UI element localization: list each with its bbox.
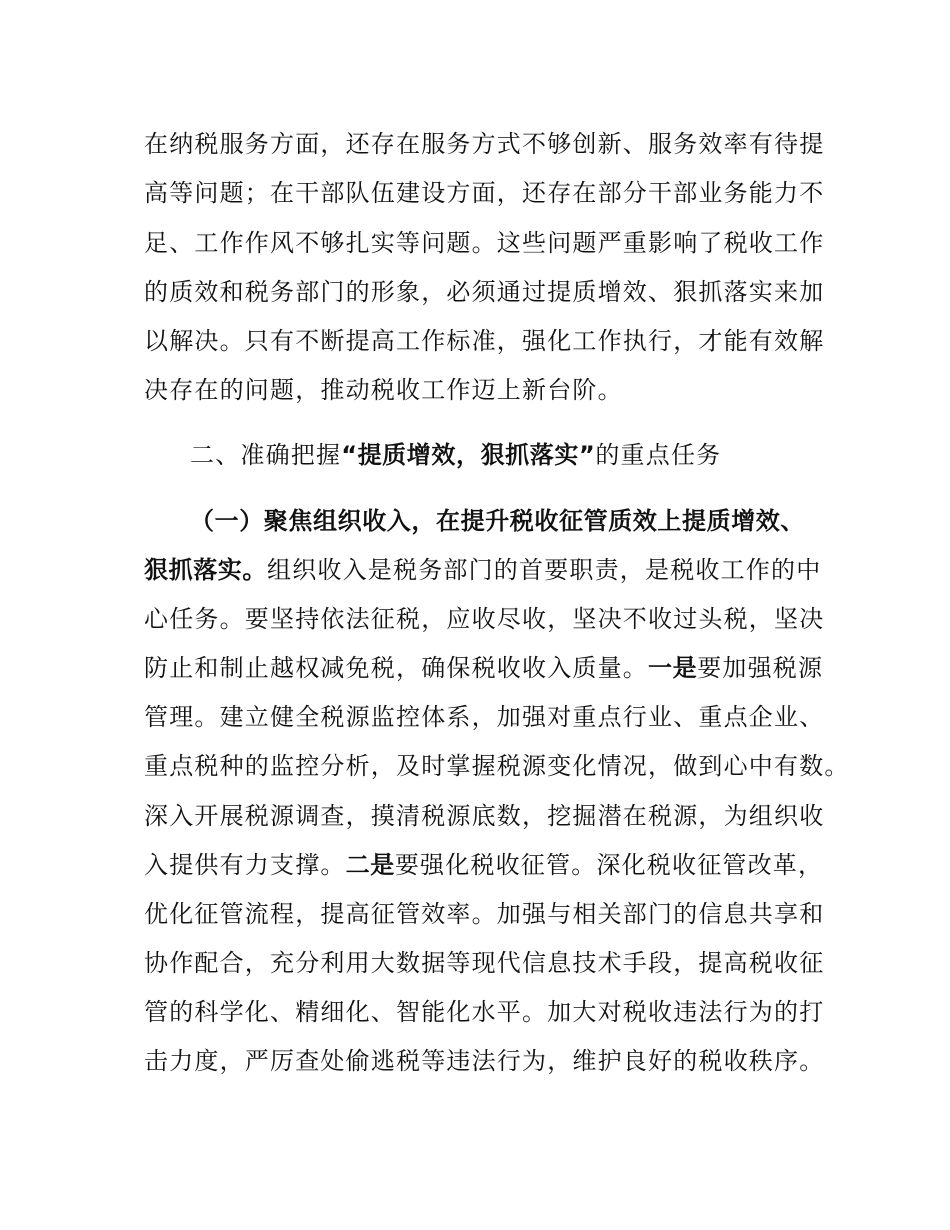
paragraph-line bbox=[144, 849, 823, 881]
section-heading-suffix: 的重点任务 bbox=[595, 441, 722, 469]
paragraph-line bbox=[144, 652, 823, 684]
paragraph-line: 管理。建立健全税源监控体系，加强对重点行业、重点企业、 bbox=[144, 703, 825, 731]
point-marker: 一是 bbox=[648, 654, 698, 682]
paragraph-line: 击力度，严厉查处偷逃税等违法行为，维护良好的税收秩序。 bbox=[144, 1047, 825, 1075]
paragraph-line: 的质效和税务部门的形象，必须通过提质增效、狠抓落实来加 bbox=[144, 278, 825, 306]
paragraph-text: 组织收入是税务部门的首要职责，是税收工作的中 bbox=[267, 556, 822, 584]
paragraph-text: 防止和制止越权减免税，确保税收收入质量。 bbox=[144, 654, 648, 682]
paragraph-line: 心任务。要坚持依法征税，应收尽收，坚决不收过头税，坚决 bbox=[144, 605, 825, 633]
paragraph-line: 足、工作作风不够扎实等问题。这些问题严重影响了税收工作 bbox=[144, 229, 825, 257]
paragraph-line: 在纳税服务方面，还存在服务方式不够创新、服务效率有待提 bbox=[144, 130, 825, 158]
paragraph-line: 以解决。只有不断提高工作标准，强化工作执行，才能有效解 bbox=[144, 327, 825, 355]
paragraph-text: 要加强税源 bbox=[697, 654, 824, 682]
section-heading-emphasis: “提质增效，狠抓落实” bbox=[341, 441, 596, 469]
paragraph-line: 优化征管流程，提高征管效率。加强与相关部门的信息共享和 bbox=[144, 900, 825, 928]
paragraph-line: 重点税种的监控分析，及时掌握税源变化情况，做到心中有数。 bbox=[144, 752, 850, 780]
subsection-title: （一）聚焦组织收入，在提升税收征管质效上提质增效、 bbox=[190, 507, 805, 535]
paragraph-text: 要强化税收征管。深化税收征管改革， bbox=[394, 851, 824, 879]
subsection-title-end: 狠抓落实。 bbox=[144, 556, 267, 584]
paragraph-line: 高等问题；在干部队伍建设方面，还存在部分干部业务能力不 bbox=[144, 179, 825, 207]
section-heading bbox=[190, 439, 721, 471]
point-marker: 二是 bbox=[345, 851, 395, 879]
paragraph-line: 管的科学化、精细化、智能化水平。加大对税收违法行为的打 bbox=[144, 998, 825, 1026]
paragraph-text: 入提供有力支撑。 bbox=[144, 851, 346, 879]
paragraph-line: 决存在的问题，推动税收工作迈上新台阶。 bbox=[144, 376, 623, 404]
section-heading-prefix: 二、准确把握 bbox=[190, 441, 342, 469]
paragraph-line: 协作配合，充分利用大数据等现代信息技术手段，提高税收征 bbox=[144, 949, 825, 977]
paragraph-line bbox=[144, 554, 821, 586]
paragraph-line: 深入开展税源调查，摸清税源底数，挖掘潜在税源，为组织收 bbox=[144, 802, 825, 830]
